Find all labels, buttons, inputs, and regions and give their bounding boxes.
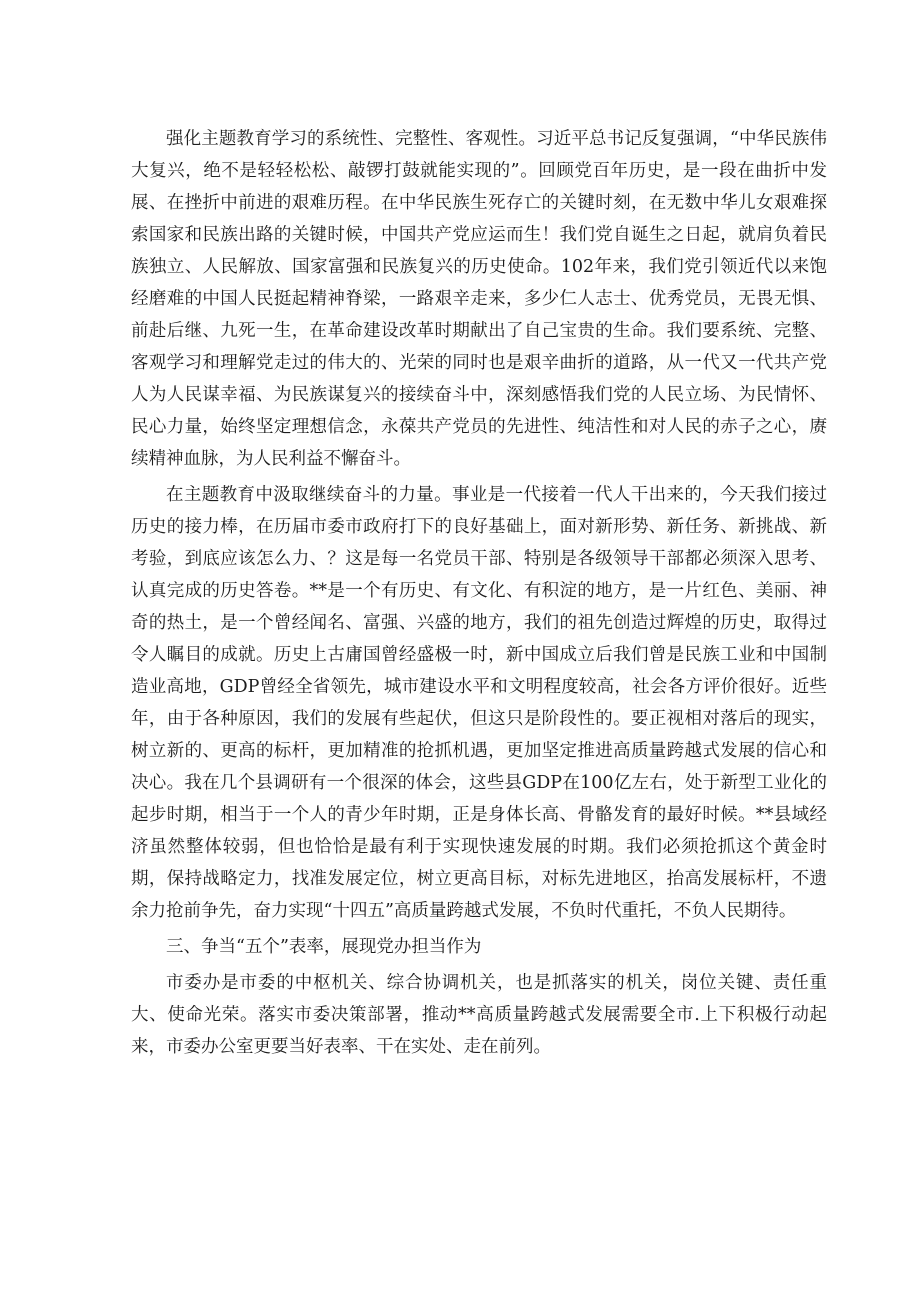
document-body — [131, 123, 827, 1067]
section-heading-five-models: 三、争当“五个”表率，展现党办担当作为 — [166, 937, 482, 957]
paragraph-strength-from-education: 在主题教育中汲取继续奋斗的力量。事业是一代接着一代人干出来的，今天我们接过历史的接力棒，在历届市委市政府打下的良好基础上，面对新形势、新任务、新挑战、新考验，到底应该怎么力、？这是每一名党员干部、特别是各级领导干部都必须深入思考、认真完成的历史答卷。**是一个有历史、有文化、有积淀的地方，是一片红色、美丽、神奇的热土，是一个曾经闻名、富强、兴盛的地方，我们的祖先创造过辉煌的历史，取得过令人瞩目的成就。历史上古庸国曾经盛极一时，新中国成立后我们曾是民族工业和中国制造业高地，GDP曾经全省领先，城市建设水平和文明程度较高，社会各方评价很好。近些年，由于各种原因，我们的发展有些起伏，但这只是阶段性的。要正视相对落后的现实，树立新的、更高的标杆，更加精准的抢抓机遇，更加坚定推进高质量跨越式发展的信心和决心。我在几个县调研有一个很深的体会，这些县GDP在100亿左右，处于新型工业化的起步时期，相当于一个人的青少年时期，正是身体长高、骨骼发育的最好时候。**县域经济虽然整体较弱，但也恰恰是最有利于实现快速发展的时期。我们必须抢抓这个黄金时期，保持战略定力，找准发展定位，树立更高目标，对标先进地区，抬高发展标杆，不遗余力抢前争先，奋力实现“十四五”高质量跨越式发展，不负时代重托，不负人民期待。 — [131, 485, 827, 921]
paragraph-theme-education-study: 强化主题教育学习的系统性、完整性、客观性。习近平总书记反复强调，“中华民族伟大复兴，绝不是轻轻松松、敲锣打鼓就能实现的”。回顾党百年历史，是一段在曲折中发展、在挫折中前进的艰难历程。在中华民族生死存亡的关键时刻，在无数中华儿女艰难探索国家和民族出路的关键时候，中国共产党应运而生！我们党自诞生之日起，就肩负着民族独立、人民解放、国家富强和民族复兴的历史使命。102年来，我们党引领近代以来饱经磨难的中国人民挺起精神脊梁，一路艰辛走来，多少仁人志士、优秀党员，无畏无惧、前赴后继、九死一生，在革命建设改革时期献出了自己宝贵的生命。我们要系统、完整、客观学习和理解党走过的伟大的、光荣的同时也是艰辛曲折的道路，从一代又一代共产党人为人民谋幸福、为民族谋复兴的接续奋斗中，深刻感悟我们党的人民立场、为民情怀、民心力量，始终坚定理想信念，永葆共产党员的先进性、纯洁性和对人民的赤子之心，赓续精神血脉，为人民利益不懈奋斗。 — [131, 129, 827, 469]
paragraph-party-office-role: 市委办是市委的中枢机关、综合协调机关，也是抓落实的机关，岗位关键、责任重大、使命光荣。落实市委决策部署，推动**高质量跨越式发展需要全市.上下积极行动起来，市委办公室更要当好表率、干在实处、走在前列。 — [131, 973, 827, 1057]
